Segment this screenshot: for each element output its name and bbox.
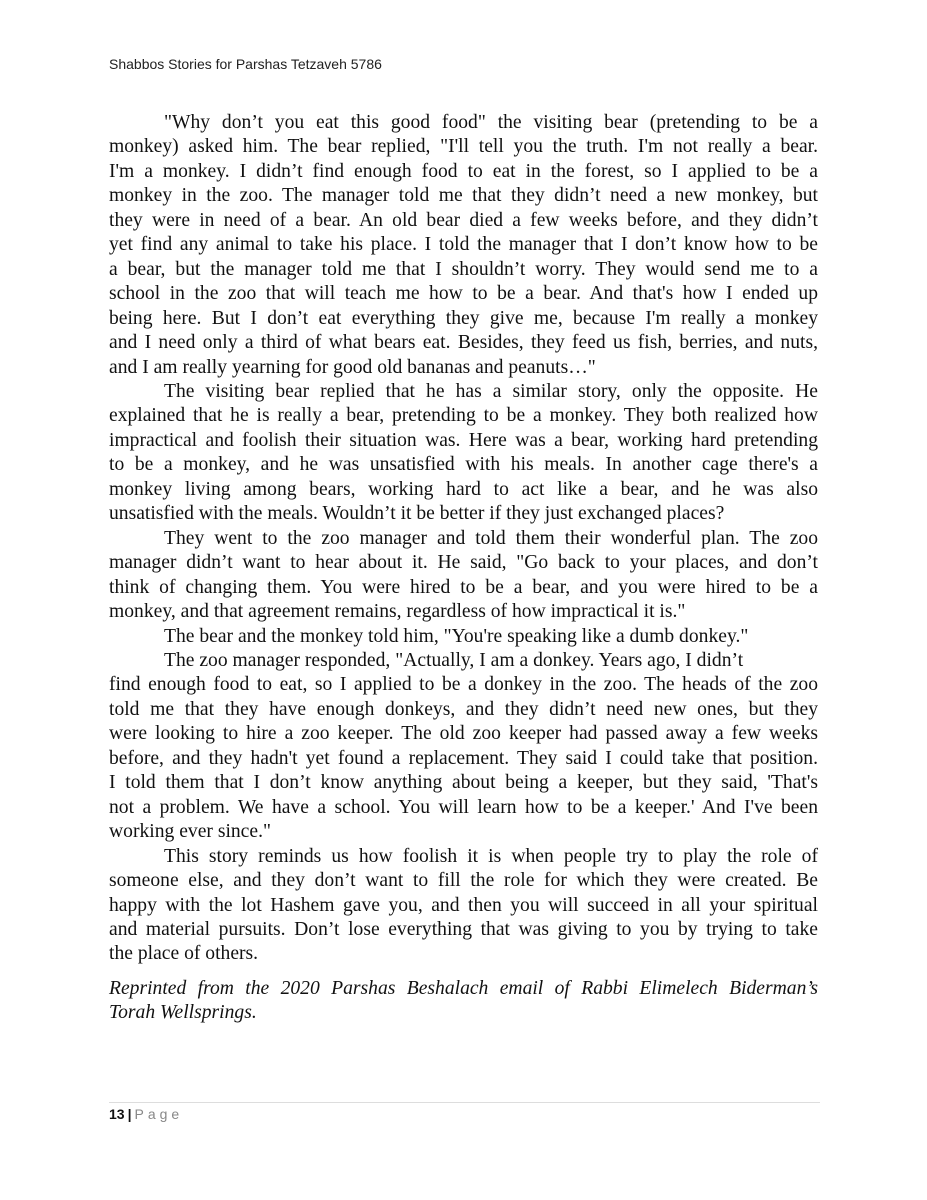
paragraph <box>109 625 818 649</box>
credit-line: Reprinted from the 2020 Parshas Beshalach email of Rabbi Elimelech Biderman’s <box>109 978 818 999</box>
story-body <box>109 111 818 967</box>
text-line: find enough food to eat, so I applied to be a donkey in the zoo. The heads of the zoo <box>109 674 818 696</box>
text-line: being here. But I don’t eat everything they give me, because I'm really a monkey <box>109 307 818 329</box>
text-line: The bear and the monkey told him, "You're speaking like a dumb donkey." <box>164 625 749 647</box>
text-line: school in the zoo that will teach me how to be a bear. And that's how I ended up <box>109 283 818 305</box>
text-line: I'm a monkey. I didn’t find enough food to eat in the forest, so I applied to be a <box>109 160 818 182</box>
text-line: and material pursuits. Don’t lose everything that was giving to you by trying to take <box>109 918 818 940</box>
page-footer <box>109 1106 183 1122</box>
text-line: manager didn’t want to hear about it. He said, "Go back to your places, and don’t <box>109 552 818 574</box>
text-line: and I need only a third of what bears eat. Besides, they feed us fish, berries, and nuts, <box>109 332 818 354</box>
page-number: 13 <box>109 1106 125 1122</box>
text-line: working ever since." <box>109 821 271 843</box>
text-line: think of changing them. You were hired to be a bear, and you were hired to be a <box>109 576 818 598</box>
text-line: The visiting bear replied that he has a similar story, only the opposite. He <box>164 380 818 402</box>
text-line: told me that they have enough donkeys, and they didn’t need new ones, but they <box>109 698 818 720</box>
text-line: monkey) asked him. The bear replied, "I'll tell you the truth. I'm not really a bear. <box>109 136 818 158</box>
paragraph <box>109 649 818 845</box>
text-line: not a problem. We have a school. You will learn how to be a keeper.' And I've been <box>109 796 818 818</box>
paragraph <box>109 380 818 527</box>
text-line: monkey living among bears, working hard to act like a bear, and he was also <box>109 478 818 500</box>
text-line: This story reminds us how foolish it is when people try to play the role of <box>164 845 818 867</box>
credit-line: Torah Wellsprings. <box>109 1002 257 1024</box>
text-line: to be a monkey, and he was unsatisfied with his meals. In another cage there's a <box>109 454 818 476</box>
text-line: the place of others. <box>109 943 259 965</box>
text-line: a bear, but the manager told me that I shouldn’t worry. They would send me to a <box>109 258 818 280</box>
page-label: Page <box>134 1106 184 1122</box>
text-line: They went to the zoo manager and told them their wonderful plan. The zoo <box>164 527 818 549</box>
paragraph <box>109 845 818 967</box>
text-line: monkey, and that agreement remains, regardless of how impractical it is." <box>109 601 686 623</box>
text-line: unsatisfied with the meals. Wouldn’t it be better if they just exchanged places? <box>109 503 725 525</box>
footer-separator: | <box>127 1106 132 1122</box>
source-credit <box>109 977 818 1026</box>
text-line: were looking to hire a zoo keeper. The old zoo keeper had passed away a few weeks <box>109 723 818 745</box>
text-line: before, and they hadn't yet found a replacement. They said I could take that position. <box>109 747 818 769</box>
text-line: and I am really yearning for good old bananas and peanuts…" <box>109 356 596 378</box>
text-line: yet find any animal to take his place. I told the manager that I don’t know how to be <box>109 234 818 256</box>
text-line: "Why don’t you eat this good food" the visiting bear (pretending to be a <box>164 112 818 133</box>
text-line: The zoo manager responded, "Actually, I am a donkey. Years ago, I didn’t <box>164 649 744 671</box>
footer-divider <box>109 1102 820 1103</box>
text-line: they were in need of a bear. An old bear died a few weeks before, and they didn’t <box>109 209 818 231</box>
paragraph <box>109 111 818 380</box>
text-line: someone else, and they don’t want to fill the role for which they were created. Be <box>109 870 818 892</box>
text-line: impractical and foolish their situation was. Here was a bear, working hard pretending <box>109 429 818 451</box>
text-line: explained that he is really a bear, pretending to be a monkey. They both realized how <box>109 405 818 427</box>
paragraph <box>109 527 818 625</box>
text-line: I told them that I don’t know anything about being a keeper, but they said, 'That's <box>109 772 818 794</box>
running-header: Shabbos Stories for Parshas Tetzaveh 5786 <box>109 56 382 72</box>
text-line: monkey in the zoo. The manager told me that they didn’t need a new monkey, but <box>109 185 818 207</box>
text-line: happy with the lot Hashem gave you, and then you will succeed in all your spiritual <box>109 894 818 916</box>
